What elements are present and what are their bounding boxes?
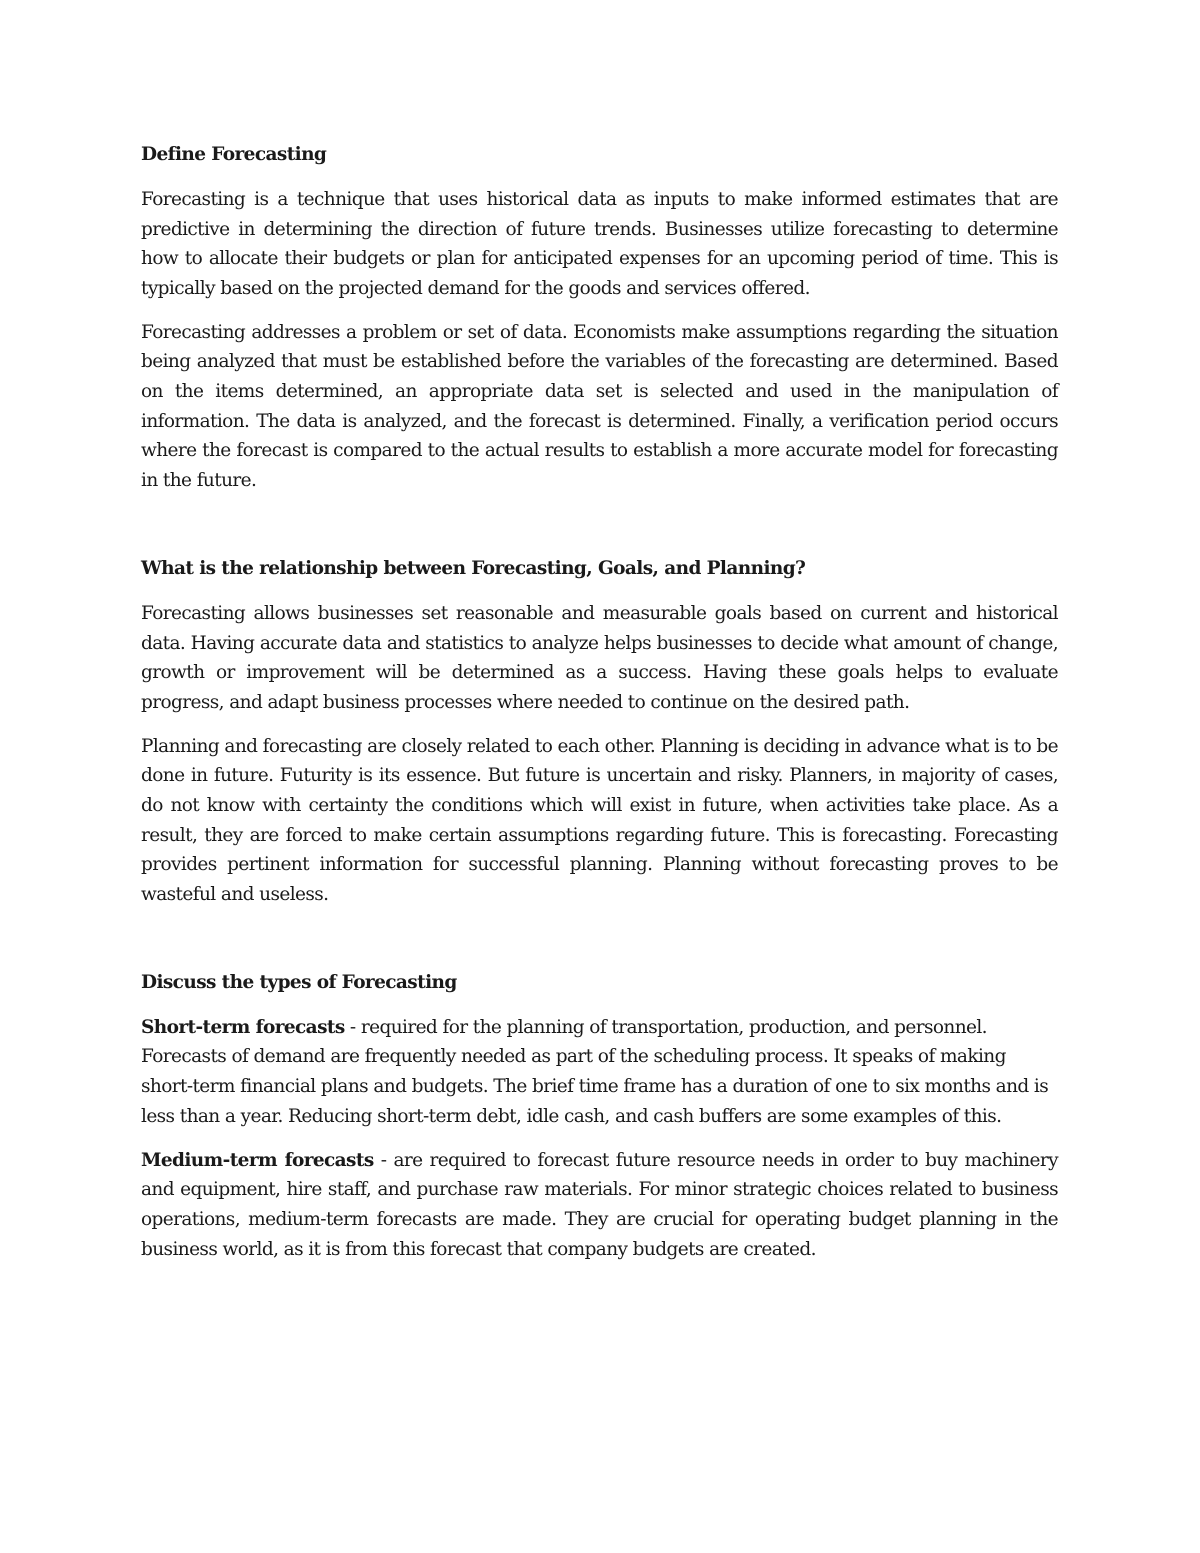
term-paragraph-medium-term [141,1146,1058,1264]
section-heading: What is the relationship between Forecasting, Goals, and Planning? [141,557,806,579]
paragraph: Planning and forecasting are closely related to each other. Planning is deciding in advance what is to be done in future. Futurity is its essence. But future is uncertain and risky. Planners, in majority of cases, do not know with certainty the conditions which will exist in future, when activities take place. As a result, they are forced to make certain assumptions regarding future. This is forecasting. Forecasting provides pertinent information for successful planning. Planning without forecasting proves to be wasteful and useless. [141,735,1058,905]
term-description: - required for the planning of transportation, production, and personnel. Forecasts of demand are frequently needed as part of the scheduling process. It speaks of making short-term financial plans and budgets. The brief time frame has a duration of one to six months and is less than a year. Reducing short-term debt, idle cash, and cash buffers are some examples of this. [141,1016,1049,1127]
section-heading: Discuss the types of Forecasting [141,971,457,993]
section-relationship [141,554,1058,909]
section-define-forecasting [141,140,1058,495]
section-spacer [141,924,1058,968]
term-label: Short-term forecasts [141,1016,345,1038]
paragraph: Forecasting addresses a problem or set of data. Economists make assumptions regarding the situation being analyzed that must be established before the variables of the forecasting are determined. Based on the items determined, an appropriate data set is selected and used in the manipulation of information. The data is analyzed, and the forecast is determined. Finally, a verification period occurs where the forecast is compared to the actual results to establish a more accurate model for forecasting in the future. [141,321,1058,491]
section-spacer [141,510,1058,554]
document-page [141,140,1058,1279]
term-description: - are required to forecast future resource needs in order to buy machinery and equipment, hire staff, and purchase raw materials. For minor strategic choices related to business operations, medium-term forecasts are made. They are crucial for operating budget planning in the business world, as it is from this forecast that company budgets are created. [141,1149,1058,1260]
paragraph: Forecasting is a technique that uses historical data as inputs to make informed estimates that are predictive in determining the direction of future trends. Businesses utilize forecasting to determine how to allocate their budgets or plan for anticipated expenses for an upcoming period of time. This is typically based on the projected demand for the goods and services offered. [141,189,1058,299]
term-label: Medium-term forecasts [141,1149,374,1171]
section-types-of-forecasting [141,968,1058,1264]
term-paragraph-short-term [141,1013,1058,1131]
paragraph: Forecasting allows businesses set reasonable and measurable goals based on current and historical data. Having accurate data and statistics to analyze helps businesses to decide what amount of change, growth or improvement will be determined as a success. Having these goals helps to evaluate progress, and adapt business processes where needed to continue on the desired path. [141,602,1058,713]
section-heading: Define Forecasting [141,144,327,165]
